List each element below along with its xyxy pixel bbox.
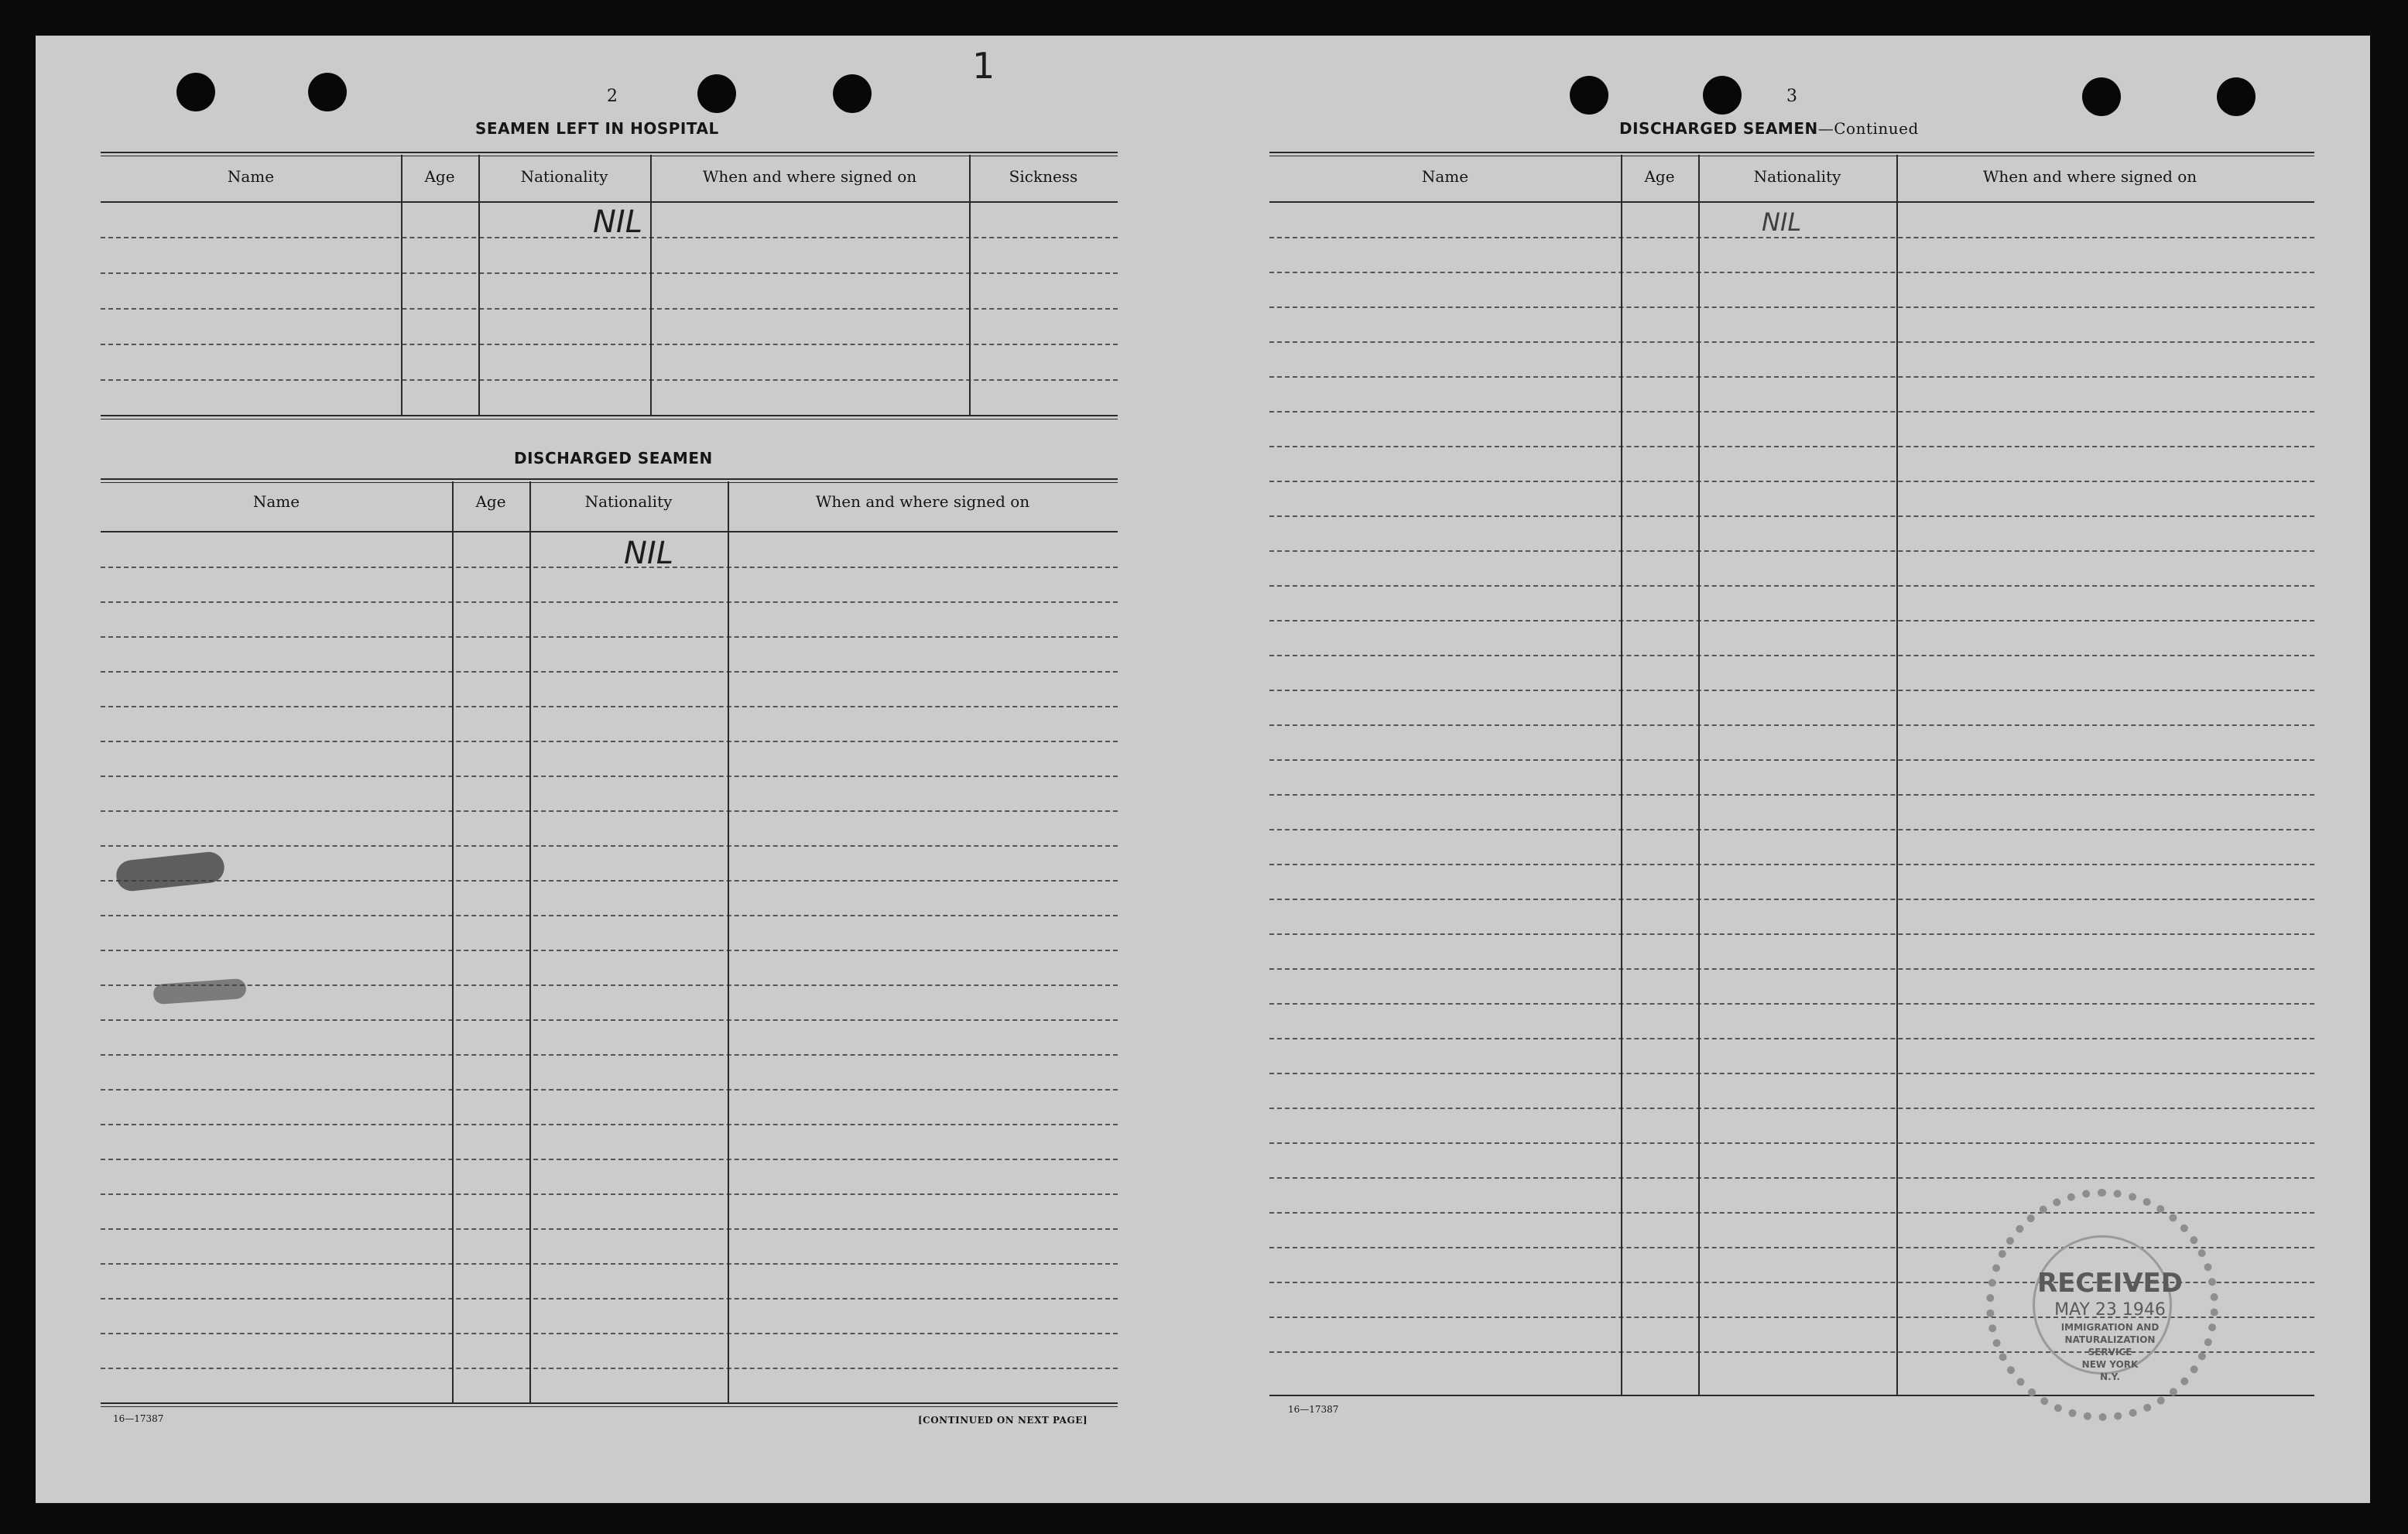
row-rule xyxy=(1269,1003,2314,1005)
punch-hole xyxy=(308,73,347,111)
row-rule xyxy=(101,1124,1118,1125)
right-section-title-suffix: —Continued xyxy=(1817,119,1919,138)
row-rule xyxy=(1269,272,2314,273)
right-col-age: Age xyxy=(1644,167,1675,186)
stamp-line7: N.Y. xyxy=(2100,1371,2120,1382)
row-rule xyxy=(101,950,1118,951)
row-rule xyxy=(1269,481,2314,482)
discharged-table-top-rule xyxy=(101,478,1118,483)
row-rule xyxy=(101,1333,1118,1334)
row-rule xyxy=(1269,933,2314,935)
row-rule xyxy=(101,379,1118,381)
column-divider xyxy=(1698,155,1700,1395)
punch-hole xyxy=(1703,76,1742,115)
row-rule xyxy=(1269,794,2314,796)
row-rule xyxy=(1269,550,2314,552)
column-divider xyxy=(478,155,480,415)
row-rule xyxy=(1269,899,2314,900)
hospital-col-sickness: Sickness xyxy=(1009,167,1078,186)
row-rule xyxy=(101,776,1118,777)
continued-note: [CONTINUED ON NEXT PAGE] xyxy=(918,1415,1088,1426)
row-rule xyxy=(101,741,1118,742)
row-rule xyxy=(1269,1177,2314,1179)
row-rule xyxy=(101,810,1118,812)
column-divider xyxy=(969,155,971,415)
row-rule xyxy=(101,1263,1118,1265)
row-rule xyxy=(101,344,1118,345)
discharged-col-age: Age xyxy=(475,492,506,511)
row-rule xyxy=(1269,690,2314,691)
column-divider xyxy=(1896,155,1898,1395)
stamp-line5: SERVICE xyxy=(2088,1347,2132,1358)
punch-hole xyxy=(1570,76,1608,115)
row-rule xyxy=(1269,306,2314,308)
column-divider xyxy=(728,481,729,1402)
row-rule xyxy=(101,1159,1118,1160)
right-section-title xyxy=(1619,119,1919,138)
received-stamp xyxy=(1986,1189,2218,1421)
stamp-line6: NEW YORK xyxy=(2081,1359,2139,1370)
punch-hole xyxy=(833,74,872,113)
hospital-col-signed-on: When and where signed on xyxy=(702,167,917,186)
row-rule xyxy=(1269,411,2314,413)
hospital-table-top-rule xyxy=(101,152,1118,156)
row-rule xyxy=(101,845,1118,847)
punch-hole xyxy=(2217,77,2256,116)
row-rule xyxy=(101,636,1118,638)
form-number-right: 16—17387 xyxy=(1288,1404,1339,1415)
punch-hole xyxy=(2082,77,2121,116)
right-col-name: Name xyxy=(1421,167,1469,186)
right-nil-entry: NIL xyxy=(1762,207,1802,237)
row-rule xyxy=(1269,515,2314,517)
row-rule xyxy=(101,1228,1118,1230)
column-divider xyxy=(1621,155,1622,1395)
hospital-col-name: Name xyxy=(227,167,275,186)
row-rule xyxy=(101,1019,1118,1021)
row-rule xyxy=(1269,446,2314,447)
hospital-nil-entry: NIL xyxy=(593,204,643,240)
right-col-signed-on: When and where signed on xyxy=(1982,167,2197,186)
punch-hole xyxy=(176,73,215,111)
document-sheet xyxy=(36,36,2370,1503)
top-mark: 1 xyxy=(972,45,995,87)
ink-smudge xyxy=(115,851,225,892)
row-rule xyxy=(101,706,1118,707)
row-rule xyxy=(1269,376,2314,378)
row-rule xyxy=(101,1193,1118,1195)
discharged-header-rule xyxy=(101,531,1118,532)
punch-hole xyxy=(697,74,736,113)
right-section-title-text: DISCHARGED SEAMEN xyxy=(1619,119,1818,138)
row-rule xyxy=(1269,655,2314,656)
discharged-col-nationality: Nationality xyxy=(584,492,673,511)
ink-smudge xyxy=(152,978,247,1005)
column-divider xyxy=(650,155,652,415)
hospital-col-nationality: Nationality xyxy=(520,167,608,186)
discharged-col-signed-on: When and where signed on xyxy=(815,492,1030,511)
hospital-col-age: Age xyxy=(424,167,455,186)
form-number-left: 16—17387 xyxy=(113,1413,164,1424)
discharged-table-bottom-rule xyxy=(101,1402,1118,1407)
right-table-top-rule xyxy=(1269,152,2314,156)
page-number-right: 3 xyxy=(1786,87,1797,106)
page-number-left: 2 xyxy=(607,87,618,106)
row-rule xyxy=(101,984,1118,986)
row-rule xyxy=(1269,968,2314,970)
row-rule xyxy=(1269,1038,2314,1039)
row-rule xyxy=(101,601,1118,603)
row-rule xyxy=(101,567,1118,568)
row-rule xyxy=(101,1054,1118,1056)
row-rule xyxy=(1269,1142,2314,1144)
row-rule xyxy=(1269,1073,2314,1074)
row-rule xyxy=(101,1368,1118,1369)
stamp-received: RECEIVED xyxy=(2037,1268,2183,1299)
row-rule xyxy=(101,1089,1118,1091)
column-divider xyxy=(452,481,454,1402)
row-rule xyxy=(101,880,1118,882)
row-rule xyxy=(101,308,1118,310)
discharged-nil-entry: NIL xyxy=(624,536,674,571)
row-rule xyxy=(101,1298,1118,1299)
row-rule xyxy=(1269,1108,2314,1109)
hospital-table-bottom-rule xyxy=(101,415,1118,419)
row-rule xyxy=(1269,724,2314,726)
column-divider xyxy=(529,481,531,1402)
row-rule xyxy=(1269,864,2314,865)
row-rule xyxy=(1269,759,2314,761)
stamp-line3: IMMIGRATION AND xyxy=(2060,1322,2160,1333)
discharged-col-name: Name xyxy=(252,492,300,511)
row-rule xyxy=(101,671,1118,673)
right-col-nationality: Nationality xyxy=(1753,167,1841,186)
stamp-date: MAY 23 1946 xyxy=(2054,1300,2166,1320)
discharged-section-title: DISCHARGED SEAMEN xyxy=(514,449,713,467)
row-rule xyxy=(1269,620,2314,621)
row-rule xyxy=(1269,829,2314,830)
row-rule xyxy=(1269,585,2314,587)
row-rule xyxy=(1269,341,2314,343)
row-rule xyxy=(101,272,1118,274)
hospital-section-title: SEAMEN LEFT IN HOSPITAL xyxy=(475,119,719,138)
row-rule xyxy=(1269,237,2314,238)
column-divider xyxy=(401,155,402,415)
hospital-header-rule xyxy=(101,201,1118,203)
row-rule xyxy=(101,915,1118,916)
right-header-rule xyxy=(1269,201,2314,203)
stamp-line4: NATURALIZATION xyxy=(2064,1334,2156,1345)
